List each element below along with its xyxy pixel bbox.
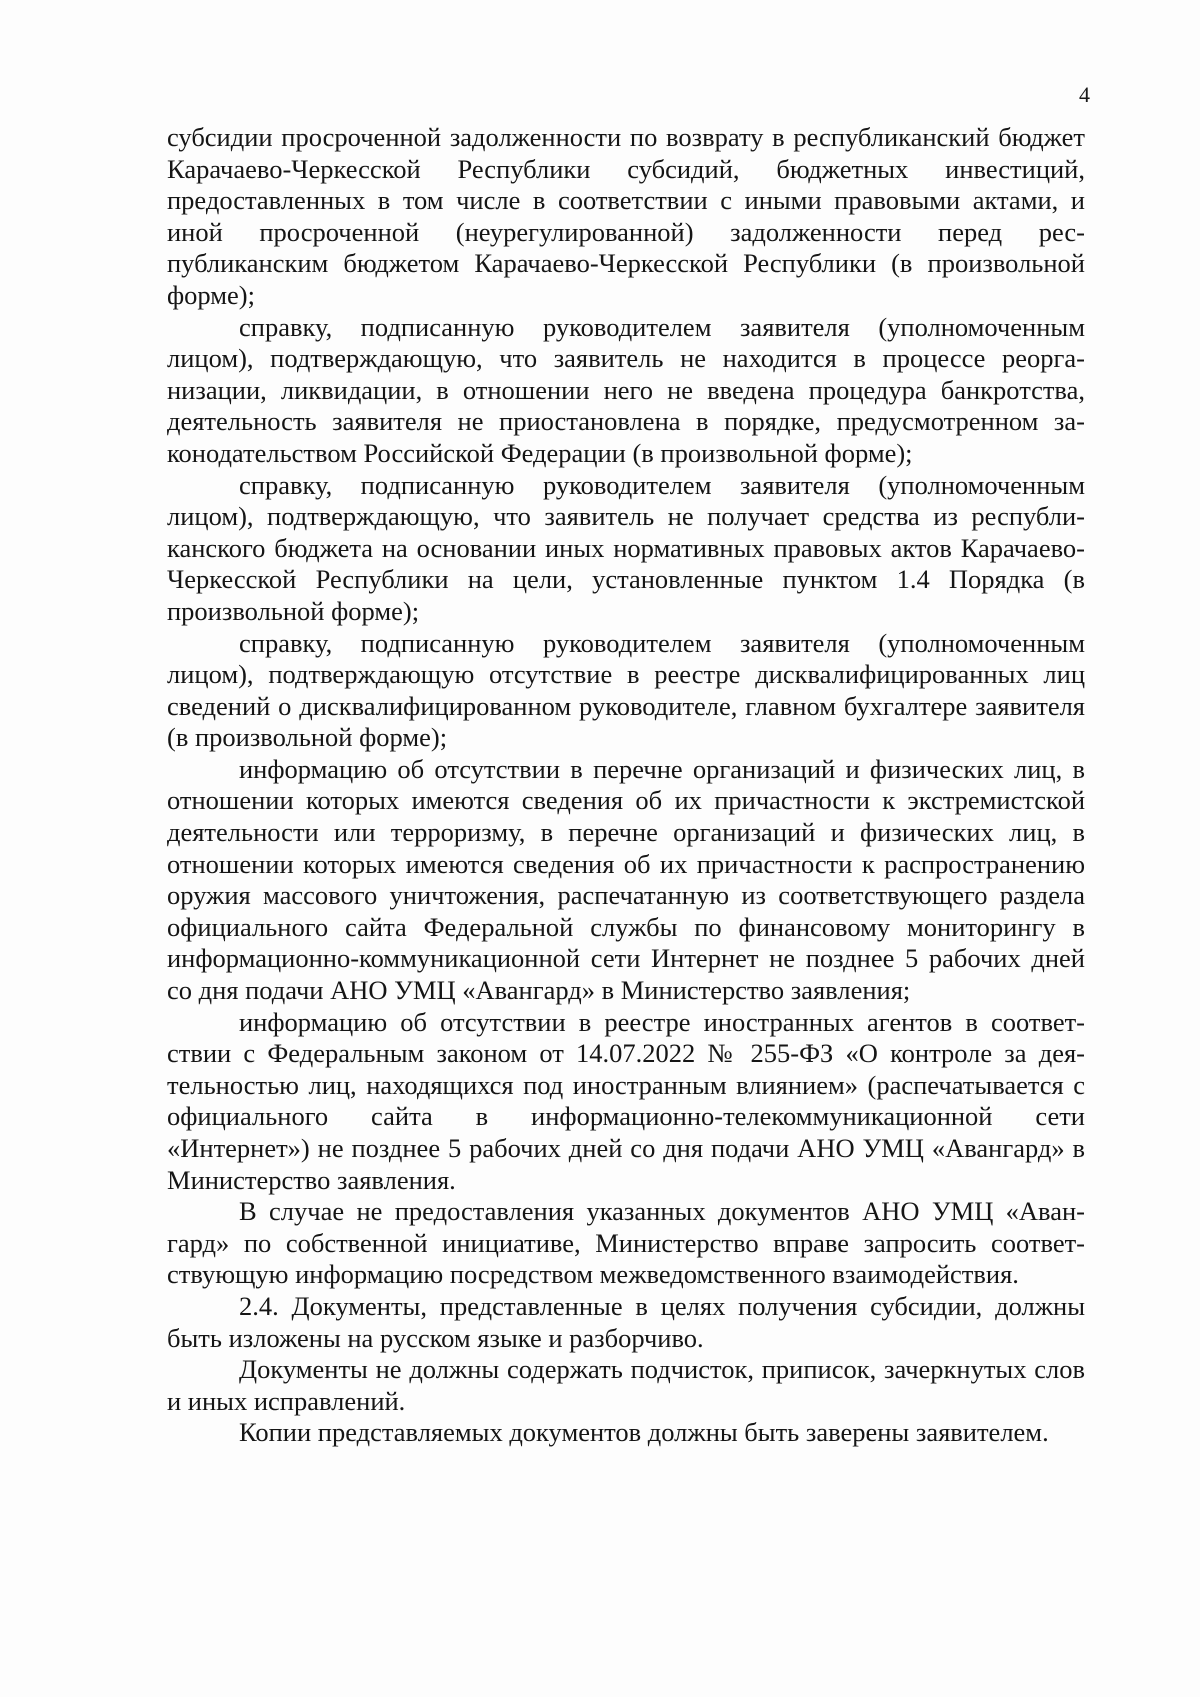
paragraph-section-2-4: 2.4. Документы, представленные в целях получения субсидии, должны быть изложены на русском языке и разборчиво.	[167, 1290, 1085, 1353]
paragraph-reorganization-certificate: справку, подписанную руководителем заявителя (уполномоченным лицом), подтверждающую, что заявитель не находится в процессе реорганизации, ликвидации, в отношении него не введена процедура банкротства, деятельность заявителя не приостановлена в порядке, предусмотренном законодательством Российской Федерации (в произвольной форме);	[167, 311, 1085, 468]
paragraph-disqualified-persons-certificate: справку, подписанную руководителем заявителя (уполномоченным лицом), подтверждающую отсутствие в реестре дисквалифицированных лиц сведений о дисквалифицированном руководителе, главном бухгалтере заявителя (в произвольной форме);	[167, 627, 1085, 753]
page-number: 4	[1079, 82, 1090, 107]
paragraph-certified-copies: Копии представляемых документов должны быть заверены заявителем.	[239, 1417, 1049, 1448]
document-body	[167, 122, 1085, 1449]
paragraph-continuation: субсидии просроченной задолженности по возврату в республиканский бюджет Карачаево-Черкесской Республики субсидий, бюджетных инвестиций, предоставленных в том числе в соответствии с иными правовыми актами, и иной просроченной (неурегулированной) задолженности перед республиканским бюджетом Карачаево-Черкесской Республики (в произвольной форме);	[167, 122, 1085, 310]
paragraph-interagency-request: В случае не предоставления указанных документов АНО УМЦ «Авангард» по собственной инициативе, Министерство вправе запросить соответствующую информацию посредством межведомственного взаимодействия.	[167, 1196, 1085, 1290]
paragraph-extremism-list-info: информацию об отсутствии в перечне организаций и физических лиц, в отношении которых имеются сведения об их причастности к экстремистской деятельности или терроризму, в перечне организаций и физических лиц, в отношении которых имеются сведения об их причастности к распространению оружия массового уничтожения, распечатанную из соответствующего раздела официального сайта Федеральной службы по финансовому мониторингу в информационно-коммуникационной сети Интернет не позднее 5 рабочих дней со дня подачи АНО УМЦ «Авангард» в Министерство заявления;	[167, 753, 1085, 1006]
paragraph-budget-funds-certificate: справку, подписанную руководителем заявителя (уполномоченным лицом), подтверждающую, что заявитель не получает средства из республиканского бюджета на основании иных нормативных правовых актов Карачаево-Черкесской Республики на цели, установленные пунктом 1.4 Порядка (в произвольной форме);	[167, 469, 1085, 626]
paragraph-foreign-agents-info: информацию об отсутствии в реестре иностранных агентов в соответствии с Федеральным законом от 14.07.2022 № 255-ФЗ «О контроле за деятельностью лиц, находящихся под иностранным влиянием» (распечатывается с официального сайта в информационно-телекоммуникационной сети «Интернет») не позднее 5 рабочих дней со дня подачи АНО УМЦ «Авангард» в Министерство заявления.	[167, 1006, 1085, 1195]
paragraph-no-corrections: Документы не должны содержать подчисток, приписок, зачеркнутых слов и иных исправлений.	[167, 1354, 1085, 1416]
